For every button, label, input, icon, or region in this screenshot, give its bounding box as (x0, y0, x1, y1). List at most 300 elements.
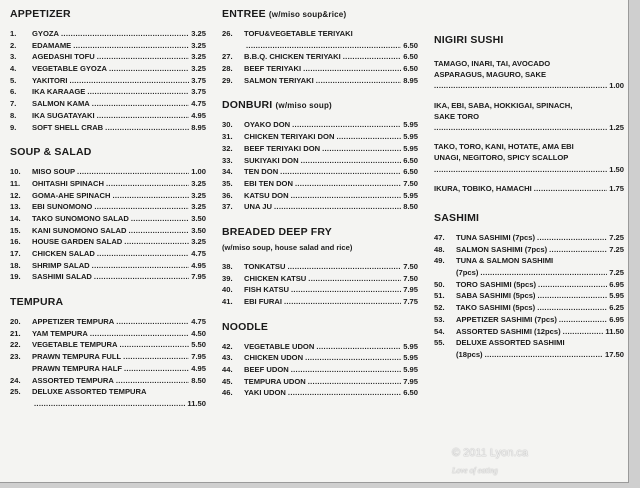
section-note: (w/miso soup&rice) (268, 10, 347, 19)
dot-leader (563, 326, 604, 338)
item-name: TUNA SASHIMI (7pcs) (456, 233, 536, 243)
item-number: 14. (10, 213, 21, 223)
item-name: B.B.Q. CHICKEN TERIYAKI (244, 52, 341, 62)
item-price: 11.50 (187, 398, 206, 408)
item-name: FISH KATSU (244, 285, 289, 295)
item-price: 5.95 (403, 120, 418, 130)
menu-item (10, 375, 206, 387)
menu-item (434, 267, 624, 279)
menu-item (434, 349, 624, 361)
dot-leader (97, 110, 190, 122)
dot-leader (336, 131, 401, 143)
donburi-list (222, 119, 418, 213)
item-price: 3.25 (191, 29, 206, 38)
menu-item (10, 190, 206, 202)
item-price: 3.25 (191, 202, 206, 212)
section-title-soup-salad: SOUP & SALAD (10, 146, 92, 159)
item-name: SHRIMP SALAD (32, 260, 90, 270)
dot-leader (537, 290, 607, 302)
item-number: 28. (222, 64, 233, 74)
item-number: 36. (222, 190, 233, 200)
menu-item (434, 337, 624, 349)
item-name: TAKO SUNOMONO SALAD (32, 213, 129, 223)
menu-item (222, 131, 418, 143)
item-number: 6. (10, 87, 17, 97)
nigiri-line: UNAGI, NEGITORO, SPICY SCALLOP (434, 153, 569, 163)
item-name: (18pcs) (456, 349, 483, 359)
nigiri-group (434, 58, 624, 92)
dot-leader (92, 260, 190, 272)
section-note: (w/miso soup, house salad and rice) (222, 242, 353, 252)
menu-item (10, 225, 206, 237)
menu-item (222, 166, 418, 178)
item-price: 7.25 (609, 268, 624, 278)
dot-leader (538, 279, 607, 291)
item-name: SASHIMI SALAD (32, 272, 92, 282)
item-name: EDAMAME (32, 40, 72, 50)
menu-item (10, 166, 206, 178)
section-note: (w/miso soup) (275, 101, 332, 111)
menu-item (10, 98, 206, 110)
dot-leader (288, 387, 401, 399)
item-price: 6.50 (403, 40, 418, 50)
dot-leader (97, 248, 189, 260)
item-name: EBI FURAI (244, 297, 282, 306)
menu-item (10, 178, 206, 190)
item-number: 35. (222, 178, 233, 188)
menu-item (10, 339, 206, 351)
section-title-donburi (222, 99, 418, 111)
appetizer-list (10, 28, 206, 133)
item-name: UNA JU (244, 202, 272, 212)
dot-leader (90, 328, 189, 340)
menu-item (10, 75, 206, 87)
item-price: 3.25 (191, 237, 206, 247)
item-name: DELUXE ASSORTED TEMPURA (32, 387, 147, 397)
menu-item (222, 261, 418, 273)
item-name: OYAKO DON (244, 120, 291, 130)
item-price: 5.95 (403, 143, 418, 153)
menu-item (10, 316, 206, 328)
item-name: SOFT SHELL CRAB (32, 122, 104, 132)
item-number: 20. (10, 317, 21, 327)
item-price: 1.00 (191, 167, 206, 177)
item-name: TORO SASHIMI (5pcs) (456, 279, 537, 289)
item-price: 4.75 (191, 317, 206, 327)
item-price: 3.75 (191, 87, 206, 97)
menu-item (222, 352, 418, 364)
dot-leader (343, 51, 401, 63)
nigiri-group (434, 183, 624, 194)
item-number: 22. (10, 340, 21, 350)
item-price: 7.95 (403, 376, 418, 386)
item-name: MISO SOUP (32, 167, 76, 177)
item-price: 8.50 (403, 202, 418, 212)
dot-leader (106, 178, 189, 190)
menu-item (222, 364, 418, 376)
menu-item (222, 51, 418, 63)
item-name: SALMON TERIYAKI (244, 75, 314, 85)
item-name: SALMON KAMA (32, 99, 90, 109)
dot-leader (537, 302, 607, 314)
item-number: 55. (434, 338, 445, 348)
nigiri-group (434, 100, 624, 134)
section-title-entree (222, 8, 418, 20)
item-name: VEGETABLE GYOZA (32, 64, 107, 74)
menu-item (10, 236, 206, 248)
item-name: KATSU DON (244, 190, 289, 200)
menu-item (222, 143, 418, 155)
menu-column-3 (434, 8, 624, 361)
item-number: 18. (10, 260, 21, 270)
dot-leader (301, 155, 402, 167)
item-number (434, 349, 456, 361)
item-number: 33. (222, 155, 233, 165)
menu-item (222, 376, 418, 388)
dot-leader (292, 119, 401, 131)
item-price: 8.95 (403, 75, 418, 85)
item-name: GOMA-AHE SPINACH (32, 190, 111, 200)
soup-salad-list (10, 166, 206, 283)
dot-leader (116, 316, 189, 328)
item-name: IKA SUGATAYAKI (32, 110, 95, 120)
menu-column-2 (222, 8, 418, 399)
menu-item (10, 213, 206, 225)
item-number: 46. (222, 388, 233, 398)
item-number: 1. (10, 29, 17, 38)
menu-column-1 (10, 8, 206, 410)
item-number: 16. (10, 237, 21, 247)
dot-leader (131, 213, 189, 225)
menu-item (434, 255, 624, 267)
item-price: 7.95 (191, 272, 206, 282)
section-title-text: DONBURI (222, 99, 273, 112)
section-title-tempura: TEMPURA (10, 296, 64, 309)
dot-leader (280, 166, 401, 178)
item-price: 17.50 (604, 349, 624, 359)
item-name: OHITASHI SPINACH (32, 178, 105, 188)
item-price: 6.25 (609, 303, 624, 313)
item-number: 8. (10, 110, 17, 120)
item-number: 9. (10, 122, 17, 132)
item-number: 38. (222, 261, 233, 271)
item-name: PRAWN TEMPURA HALF (32, 363, 122, 373)
dot-leader (124, 236, 189, 248)
item-price: 1.00 (609, 81, 624, 91)
menu-item (434, 279, 624, 291)
dot-leader (480, 267, 607, 279)
item-price: 6.95 (609, 314, 624, 324)
item-number: 23. (10, 352, 21, 362)
menu-item (222, 341, 418, 353)
item-number: 11. (10, 178, 21, 188)
item-name: BEEF UDON (244, 365, 289, 375)
item-price: 1.50 (609, 164, 624, 174)
item-price: 7.50 (403, 261, 418, 271)
dot-leader (549, 244, 607, 256)
menu-item (434, 314, 624, 326)
item-number: 51. (434, 291, 445, 301)
item-price: 6.50 (403, 167, 418, 177)
item-name: HOUSE GARDEN SALAD (32, 237, 123, 247)
item-name: AGEDASHI TOFU (32, 52, 95, 62)
menu-item-price-line (222, 40, 418, 52)
item-name: BEEF TERIYAKI DON (244, 143, 321, 153)
dot-leader (129, 225, 190, 237)
dot-leader (308, 273, 401, 285)
item-number: 37. (222, 202, 233, 212)
item-number: 39. (222, 273, 233, 283)
breaded-list (222, 261, 418, 308)
item-number: 31. (222, 132, 233, 142)
item-name: TUNA & SALMON SASHIMI (456, 256, 554, 266)
item-price: 7.50 (403, 178, 418, 188)
item-number: 4. (10, 64, 17, 74)
dot-leader (274, 201, 401, 213)
item-price: 5.95 (403, 365, 418, 375)
menu-item (10, 260, 206, 272)
item-name: ASSORTED TEMPURA (32, 375, 114, 385)
item-name: DELUXE ASSORTED SASHIMI (456, 338, 565, 348)
item-name: PRAWN TEMPURA FULL (32, 352, 122, 362)
nigiri-line: TAMAGO, INARI, TAI, AVOCADO (434, 59, 551, 68)
item-name: YAKI UDON (244, 388, 286, 398)
item-number: 27. (222, 52, 233, 62)
item-name: SUKIYAKI DON (244, 155, 299, 165)
menu-item-price-line (10, 398, 206, 410)
item-price: 6.50 (403, 64, 418, 74)
item-number: 48. (434, 244, 445, 254)
menu-item (10, 51, 206, 63)
item-number: 47. (434, 233, 445, 243)
item-price: 7.95 (191, 352, 206, 362)
item-price: 7.25 (609, 244, 624, 254)
item-price: 3.75 (191, 75, 206, 85)
watermark-copyright: © 2011 Lyon.ca (452, 447, 528, 459)
item-price: 3.50 (191, 225, 206, 235)
item-price: 5.95 (403, 353, 418, 363)
nigiri-line: ASPARAGUS, MAGURO, SAKE (434, 70, 547, 80)
menu-item (10, 110, 206, 122)
dot-leader (322, 143, 401, 155)
item-number: 29. (222, 75, 233, 85)
item-number: 30. (222, 120, 233, 130)
item-price: 1.25 (609, 123, 624, 133)
menu-item (434, 326, 624, 338)
item-number: 49. (434, 256, 445, 266)
dot-leader (109, 63, 189, 75)
section-title-text: ENTREE (222, 8, 266, 20)
menu-item (222, 296, 418, 308)
item-number: 24. (10, 375, 21, 385)
dot-leader (537, 232, 607, 244)
item-price: 6.50 (403, 388, 418, 398)
dot-leader (97, 51, 189, 63)
dot-leader (77, 166, 189, 178)
menu-item (222, 119, 418, 131)
item-number: 5. (10, 75, 17, 85)
menu-item (10, 328, 206, 340)
item-number: 7. (10, 99, 17, 109)
menu-item (434, 232, 624, 244)
item-price: 6.50 (403, 52, 418, 62)
item-price: 3.25 (191, 190, 206, 200)
watermark-tagline: Love of eating (452, 466, 498, 475)
item-name: ASSORTED SASHIMI (12pcs) (456, 326, 561, 336)
item-name: TEMPURA UDON (244, 376, 306, 386)
dot-leader (112, 190, 189, 202)
item-name: CHICKEN TERIYAKI DON (244, 132, 335, 142)
item-number: 53. (434, 314, 445, 324)
menu-item (222, 155, 418, 167)
menu-item (434, 244, 624, 256)
nigiri-line: IKA, EBI, SABA, HOKKIGAI, SPINACH, (434, 100, 573, 110)
item-price: 3.25 (191, 178, 206, 188)
item-number: 45. (222, 376, 233, 386)
menu-item (222, 273, 418, 285)
menu-item (10, 86, 206, 98)
dot-leader (69, 75, 189, 87)
item-name: IKA KARAAGE (32, 87, 86, 97)
menu-item (222, 28, 418, 40)
item-price: 4.95 (191, 363, 206, 373)
dot-leader (73, 40, 189, 52)
menu-item (434, 290, 624, 302)
menu-item (222, 201, 418, 213)
menu-item (434, 302, 624, 314)
item-price: 4.95 (191, 260, 206, 270)
item-price: 3.25 (191, 52, 206, 62)
menu-item (222, 178, 418, 190)
item-price: 5.95 (403, 132, 418, 142)
nigiri-groups (434, 58, 624, 194)
menu-item (222, 284, 418, 296)
section-title-breaded: BREADED DEEP FRY (222, 225, 332, 238)
dot-leader (295, 178, 401, 190)
dot-leader (61, 28, 189, 40)
section-title-appetizer: APPETIZER (10, 8, 71, 20)
item-price: 3.25 (191, 64, 206, 74)
item-name: BEEF TERIYAKI (244, 64, 302, 74)
item-name: GYOZA (32, 29, 60, 38)
dot-leader (87, 86, 189, 98)
dot-leader (316, 341, 401, 353)
item-price: 3.25 (191, 40, 206, 50)
menu-item (10, 201, 206, 213)
sashimi-list (434, 232, 624, 361)
item-number: 54. (434, 326, 445, 336)
item-number: 2. (10, 40, 17, 50)
dot-leader (291, 284, 401, 296)
item-price: 7.50 (403, 273, 418, 283)
dot-leader (291, 364, 401, 376)
item-number: 40. (222, 285, 233, 295)
menu-item (10, 122, 206, 134)
item-price: 6.50 (403, 155, 418, 165)
item-name: (7pcs) (456, 268, 479, 278)
item-number: 17. (10, 249, 21, 258)
menu-item (10, 386, 206, 398)
item-number: 32. (222, 143, 233, 153)
section-title-sashimi: SASHIMI (434, 212, 480, 225)
item-number: 26. (222, 29, 233, 38)
item-number: 19. (10, 272, 21, 282)
dot-leader (105, 122, 189, 134)
section-title-nigiri: NIGIRI SUSHI (434, 34, 504, 46)
dot-leader (303, 63, 401, 75)
item-number: 52. (434, 303, 445, 313)
menu-item (10, 248, 206, 260)
section-title-noodle: NOODLE (222, 320, 269, 333)
item-number: 50. (434, 279, 445, 289)
item-price: 4.75 (191, 249, 206, 258)
dot-leader (305, 352, 401, 364)
menu-item (10, 271, 206, 283)
item-number: 3. (10, 52, 17, 62)
dot-leader (94, 201, 189, 213)
item-price: 6.95 (609, 279, 624, 289)
dot-leader (92, 98, 189, 110)
menu-item (10, 63, 206, 75)
nigiri-line: TAKO, TORO, KANI, HOTATE, AMA EBI (434, 142, 574, 152)
dot-leader (120, 339, 190, 351)
dot-leader (485, 349, 603, 361)
menu-item (222, 63, 418, 75)
item-name: CHICKEN SALAD (32, 249, 95, 258)
item-price: 7.75 (403, 297, 418, 306)
dot-leader (316, 75, 401, 87)
menu-item (222, 75, 418, 87)
item-number (10, 363, 32, 375)
item-price: 4.75 (191, 99, 206, 109)
dot-leader (116, 375, 189, 387)
item-number: 12. (10, 190, 21, 200)
item-name: EBI TEN DON (244, 178, 293, 188)
item-name: YAM TEMPURA (32, 328, 88, 338)
dot-leader (284, 296, 401, 308)
item-price: 7.25 (609, 233, 624, 243)
item-name: TAKO SASHIMI (5pcs) (456, 303, 536, 313)
item-name: TOFU&VEGETABLE TERIYAKI (244, 29, 353, 38)
item-price: 8.95 (191, 122, 206, 132)
dot-leader (291, 190, 402, 202)
menu-item (222, 387, 418, 399)
item-number: 25. (10, 387, 21, 397)
item-name: CHICKEN UDON (244, 353, 304, 363)
dot-leader (559, 314, 607, 326)
item-name: CHICKEN KATSU (244, 273, 307, 283)
dot-leader (308, 376, 401, 388)
entree-list (222, 51, 418, 86)
dot-leader (124, 363, 189, 375)
item-number: 42. (222, 341, 233, 351)
item-price: 5.95 (609, 291, 624, 301)
item-name: YAKITORI (32, 75, 68, 85)
item-number: 43. (222, 353, 233, 363)
item-name: VEGETABLE UDON (244, 341, 315, 351)
item-name: SALMON SASHIMI (7pcs) (456, 244, 548, 254)
item-number: 15. (10, 225, 21, 235)
item-price: 5.50 (191, 340, 206, 350)
item-number: 21. (10, 328, 21, 338)
item-number: 44. (222, 365, 233, 375)
item-number (434, 267, 456, 279)
item-name: TONKATSU (244, 261, 286, 271)
item-price: 4.95 (191, 110, 206, 120)
dot-leader (94, 271, 189, 283)
item-name: KANI SUNOMONO SALAD (32, 225, 127, 235)
item-price: 11.50 (605, 326, 624, 336)
